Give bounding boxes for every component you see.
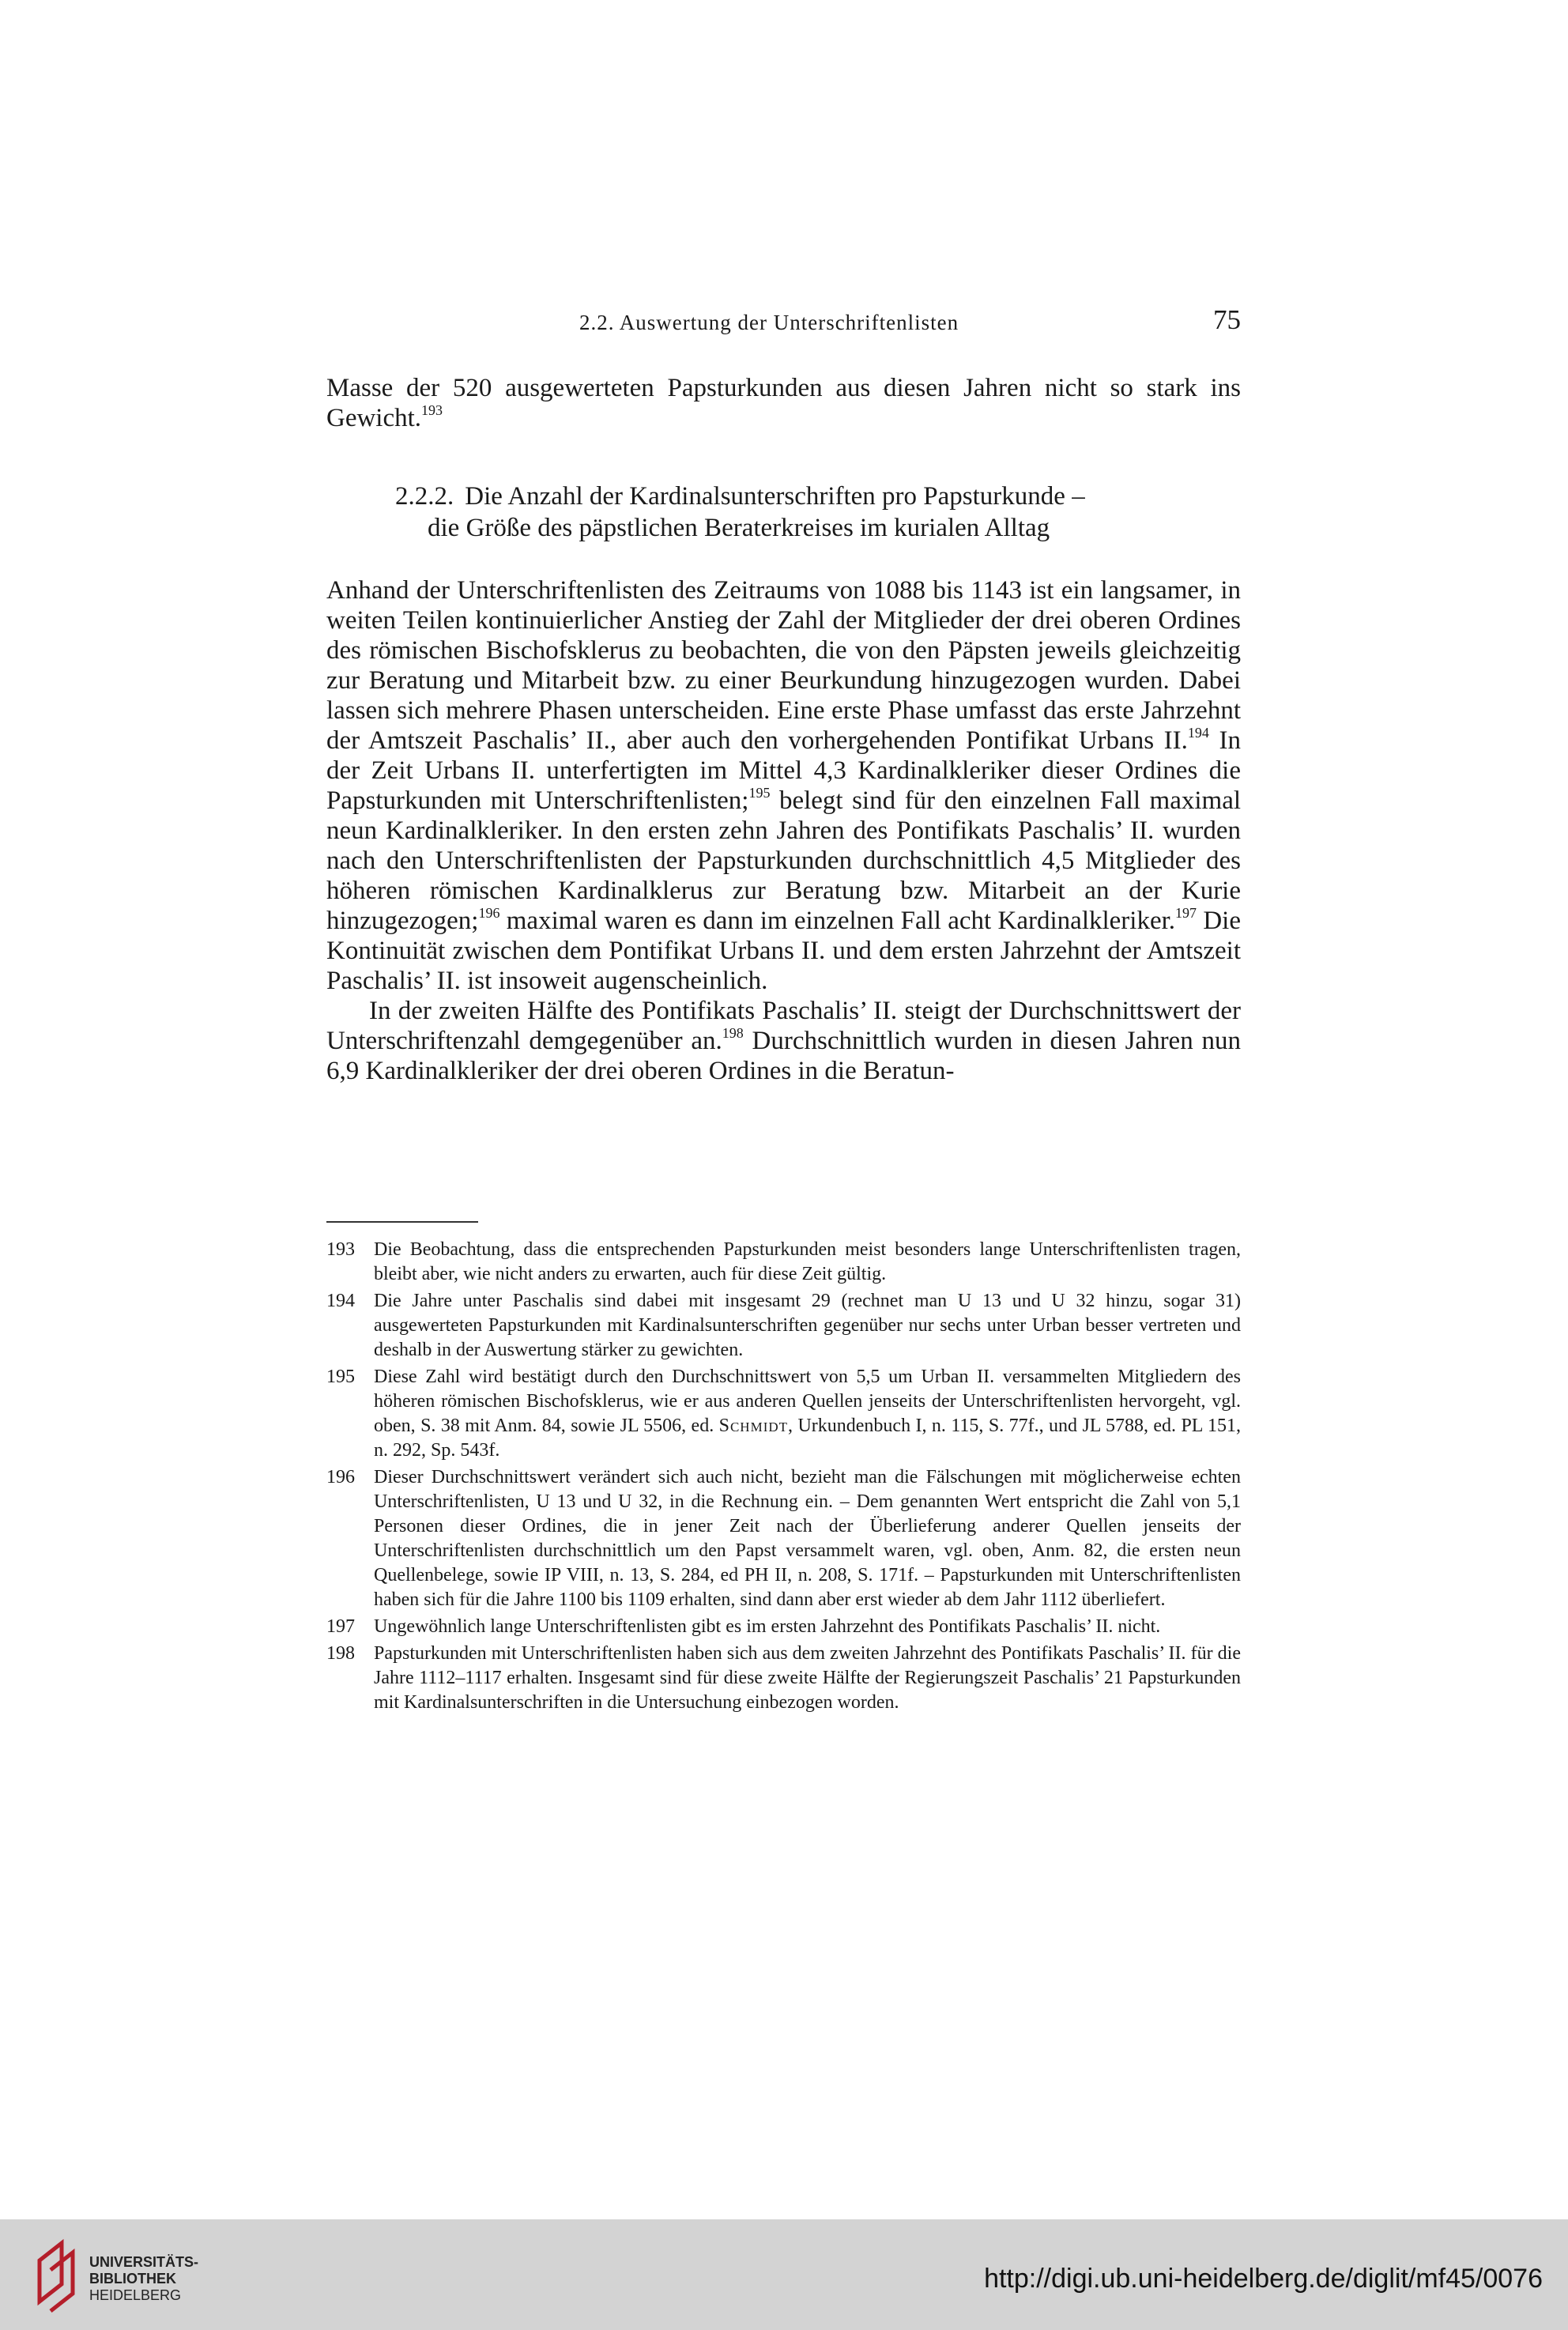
footnote-number: 198 — [326, 1643, 355, 1664]
paragraph-2 — [326, 996, 1241, 1086]
footnote-author: Schmidt — [718, 1416, 789, 1436]
footnote-text: Die Beobachtung, dass die entsprechenden Papsturkunden meist besonders lange Unterschriftenlisten tragen, bleibt aber, wie nicht anders zu erwarten, auch für diese Zeit gültig. — [374, 1239, 1241, 1284]
footnote-number: 196 — [326, 1467, 355, 1487]
running-head — [326, 304, 1241, 344]
footnote-195 — [326, 1365, 1241, 1463]
section-title-line2: die Größe des päpstlichen Beraterkreises im kurialen Alltag — [428, 514, 1050, 542]
running-title: 2.2. Auswertung der Unterschriftenlisten — [579, 311, 959, 334]
footnote-number: 194 — [326, 1291, 355, 1311]
footnote-number: 193 — [326, 1239, 355, 1260]
paragraph-1-text: belegt sind für den einzelnen Fall maximal neun Kardinalkleriker. In den ersten zehn Jahren des Pontifikats Paschalis’ II. wurden nach den Unterschriftenlisten der Papsturkunden durchschnittlich 4,5 Mitglieder des höheren römischen Kardinalklerus zur Beratung bzw. Mitarbeit an der Kurie hinzugezogen; — [326, 786, 1242, 935]
library-logo-strokes — [40, 2243, 73, 2311]
footnote-ref-194[interactable]: 194 — [1187, 725, 1209, 741]
section-heading — [395, 481, 1217, 544]
intro-text: Masse der 520 ausgewerteten Papsturkunden aus diesen Jahren nicht so stark ins Gewicht. — [326, 374, 1241, 432]
logo-line-1: UNIVERSITÄTS- — [89, 2254, 199, 2270]
paragraph-1-text: In der Zeit Urbans II. unterfertigten im Mittel 4,3 Kardinalkleriker dieser Ordines die Papsturkunden mit Unterschriftenlisten; — [326, 726, 1241, 815]
footnote-text: Papsturkunden mit Unterschriftenlisten haben sich aus dem zweiten Jahrzehnt des Pontifikats Paschalis’ II. für die Jahre 1112–1117 erhalten. Insgesamt sind für diese zweite Hälfte der Regierungszeit Paschalis’ 21 Papsturkunden mit Kardinalsunterschriften in die Untersuchung einbezogen worden. — [374, 1643, 1241, 1713]
intro-paragraph — [326, 373, 1241, 433]
footnote-text: Die Jahre unter Paschalis sind dabei mit insgesamt 29 (rechnet man U 13 und U 32 hinzu, sogar 31) ausgewerteten Papsturkunden mit Kardinalsunterschriften gegenüber nur sechs unter Urban besser vertreten und deshalb in der Auswertung stärker zu gewichten. — [374, 1291, 1241, 1360]
paragraph-1-text: Die Kontinuität zwischen dem Pontifikat Urbans II. und dem ersten Jahrzehnt der Amtszeit Paschalis’ II. ist insoweit augenscheinlich. — [326, 907, 1241, 995]
footnote-number: 197 — [326, 1616, 355, 1637]
footnote-198 — [326, 1642, 1241, 1715]
footnote-number: 195 — [326, 1367, 355, 1387]
footnote-194 — [326, 1289, 1241, 1363]
footnote-text: Ungewöhnlich lange Unterschriftenlisten gibt es im ersten Jahrzehnt des Pontifikats Paschalis’ II. nicht. — [374, 1616, 1161, 1637]
footnote-text: , Urkundenbuch I, n. 115, S. 77f., und JL 5788, ed. PL 151, n. 292, Sp. 543f. — [374, 1416, 1242, 1461]
footnotes — [326, 1238, 1241, 1717]
footnote-196 — [326, 1465, 1241, 1612]
section-number: 2.2.2. — [395, 482, 454, 511]
paragraph-2-text: Durchschnittlich wurden in diesen Jahren nun 6,9 Kardinalkleriker der drei oberen Ordines in die Beratun- — [326, 1027, 1241, 1085]
library-logo-icon[interactable] — [35, 2235, 82, 2314]
viewer-footer — [0, 2219, 1568, 2330]
footnote-197 — [326, 1615, 1241, 1639]
library-logo-text — [89, 2254, 198, 2304]
footnote-ref-196[interactable]: 196 — [478, 905, 500, 921]
footnote-193 — [326, 1238, 1241, 1287]
paragraph-1 — [326, 575, 1241, 996]
paragraph-1-text: maximal waren es dann im einzelnen Fall acht Kardinalkleriker. — [499, 907, 1176, 935]
paragraph-2-text: In der zweiten Hälfte des Pontifikats Paschalis’ II. steigt der Durchschnittswert der Unterschriftenzahl demgegenüber an. — [326, 997, 1241, 1055]
paragraph-1-text: Anhand der Unterschriftenlisten des Zeitraums von 1088 bis 1143 ist ein langsamer, in weiten Teilen kontinuierlicher Anstieg der Zahl der Mitglieder der drei oberen Ordines des römischen Bischofsklerus zu beobachten, die von den Päpsten jeweils gleichzeitig zur Beratung und Mitarbeit bzw. zu einer Beurkundung hinzugezogen wurden. Dabei lassen sich mehrere Phasen unterscheiden. Eine erste Phase umfasst das erste Jahrzehnt der Amtszeit Paschalis’ II., aber auch den vorhergehenden Pontifikat Urbans II. — [326, 576, 1241, 755]
page-url-link[interactable]: http://digi.ub.uni-heidelberg.de/diglit/mf45/0076 — [984, 2264, 1543, 2294]
footnote-ref-197[interactable]: 197 — [1175, 905, 1197, 921]
footnote-divider — [326, 1221, 478, 1223]
footnote-ref-193[interactable]: 193 — [421, 402, 443, 418]
footnote-ref-195[interactable]: 195 — [748, 785, 771, 801]
page-number: 75 — [1213, 304, 1241, 335]
logo-line-2: BIBLIOTHEK — [89, 2271, 176, 2287]
logo-line-3: HEIDELBERG — [89, 2287, 182, 2303]
main-text — [326, 575, 1241, 1086]
footnote-text: Dieser Durchschnittswert verändert sich auch nicht, bezieht man die Fälschungen mit möglicherweise echten Unterschriftenlisten, U 13 und U 32, in die Rechnung ein. – Dem genannten Wert entspricht die Zahl von 5,1 Personen dieser Ordines, die in jener Zeit nach der Überlieferung anderer Quellen jenseits der Unterschriftenlisten durchschnittlich um den Papst versammelt waren, vgl. oben, Anm. 82, die ersten neun Quellenbelege, sowie IP VIII, n. 13, S. 284, ed PH II, n. 208, S. 171f. – Papsturkunden mit Unterschriftenlisten haben sich für die Jahre 1100 bis 1109 erhalten, sind dann aber erst wieder ab dem Jahr 1112 überliefert. — [374, 1467, 1241, 1610]
section-title-line1: Die Anzahl der Kardinalsunterschriften pro Papsturkunde – — [465, 482, 1085, 511]
footnote-text: Diese Zahl wird bestätigt durch den Durchschnittswert von 5,5 um Urban II. versammelten Mitgliedern des höheren römischen Bischofsklerus, wie er aus anderen Quellen jenseits der Unterschriftenlisten hervorgeht, vgl. oben, S. 38 mit Anm. 84, sowie JL 5506, ed. — [374, 1367, 1241, 1436]
footnote-ref-198[interactable]: 198 — [722, 1025, 744, 1041]
